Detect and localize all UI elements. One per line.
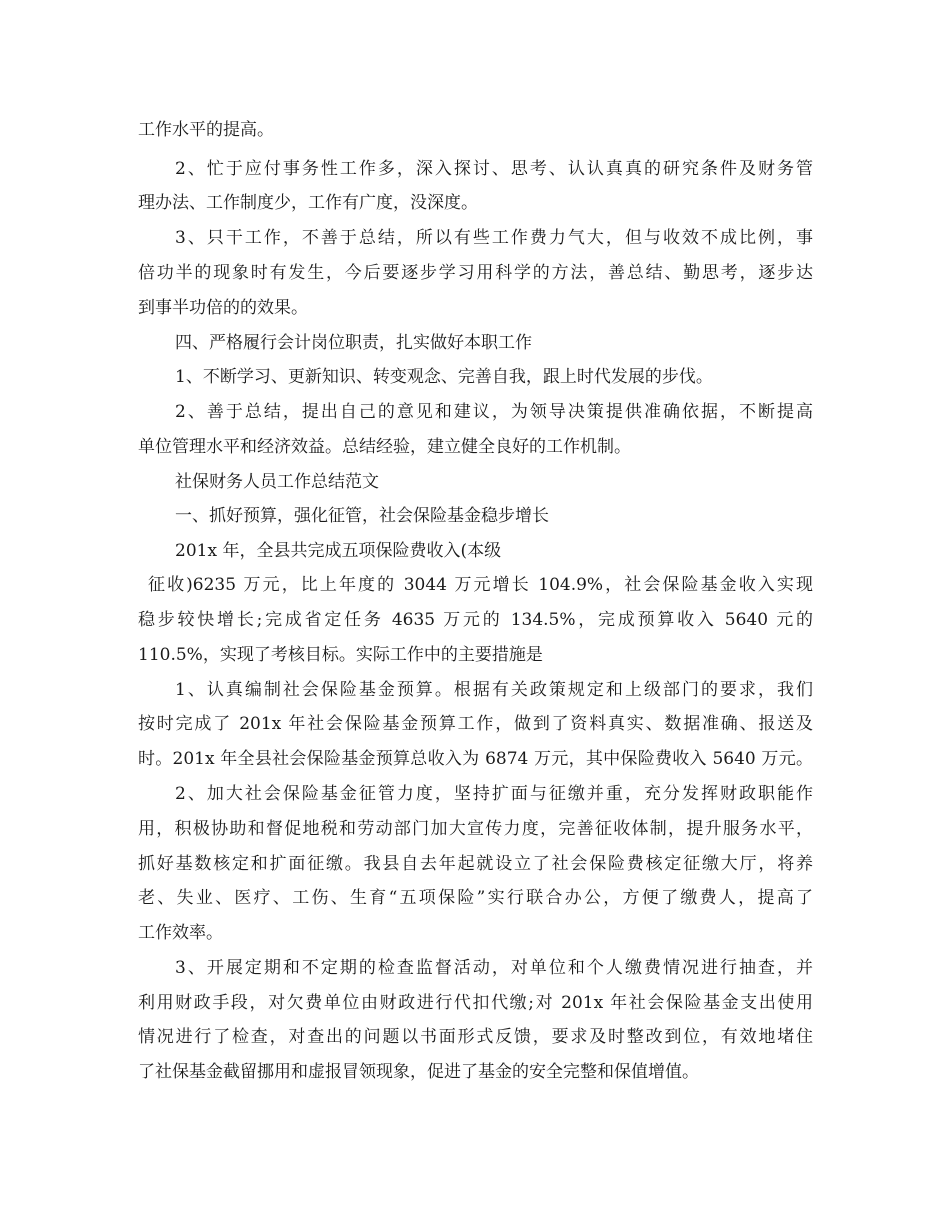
text-line: 利用财政手段，对欠费单位由财政进行代扣代缴;对 201x 年社会保险基金支出使用 (138, 993, 813, 1013)
text-line: 3、开展定期和不定期的检查监督活动，对单位和个人缴费情况进行抽查，并 (175, 958, 813, 978)
text-line: 稳步较快增长;完成省定任务 4635 万元的 134.5%，完成预算收入 5640 元的 (138, 610, 813, 630)
text-line: 201x 年，全县共完成五项保险费收入(本级 (175, 541, 502, 561)
text-line: 征收)6235 万元，比上年度的 3044 万元增长 104.9%，社会保险基金收入实现 (148, 575, 813, 595)
text-line: 110.5%，实现了考核目标。实际工作中的主要措施是 (138, 645, 543, 665)
text-line: 3、只干工作，不善于总结，所以有些工作费力气大，但与收效不成比例，事 (175, 228, 813, 248)
text-line: 理办法、工作制度少，工作有广度，没深度。 (138, 193, 478, 213)
text-line: 工作水平的提高。 (138, 120, 274, 140)
section-heading: 四、严格履行会计岗位职责，扎实做好本职工作 (175, 333, 532, 353)
text-line: 单位管理水平和经济效益。总结经验，建立健全良好的工作机制。 (138, 437, 631, 457)
text-line: 时。201x 年全县社会保险基金预算总收入为 6874 万元，其中保险费收入 5640 万元。 (138, 749, 813, 769)
text-line: 抓好基数核定和扩面征缴。我县自去年起就设立了社会保险费核定征缴大厅，将养 (138, 854, 813, 874)
text-line: 1、认真编制社会保险基金预算。根据有关政策规定和上级部门的要求，我们 (175, 680, 813, 700)
text-line: 情况进行了检查，对查出的问题以书面形式反馈，要求及时整改到位，有效地堵住 (138, 1027, 813, 1047)
text-line: 1、不断学习、更新知识、转变观念、完善自我，跟上时代发展的步伐。 (175, 367, 713, 387)
text-line: 用，积极协助和督促地税和劳动部门加大宣传力度，完善征收体制，提升服务水平， (138, 819, 813, 839)
text-line: 工作效率。 (138, 923, 223, 943)
text-line: 了社保基金截留挪用和虚报冒领现象，促进了基金的安全完整和保值增值。 (138, 1062, 699, 1082)
text-line: 2、善于总结，提出自己的意见和建议，为领导决策提供准确依据，不断提高 (175, 402, 813, 422)
text-line: 倍功半的现象时有发生，今后要逐步学习用科学的方法，善总结、勤思考，逐步达 (138, 263, 813, 283)
text-line: 2、忙于应付事务性工作多，深入探讨、思考、认认真真的研究条件及财务管 (175, 159, 813, 179)
section-heading: 一、抓好预算，强化征管，社会保险基金稳步增长 (175, 506, 549, 526)
text-line: 按时完成了 201x 年社会保险基金预算工作，做到了资料真实、数据准确、报送及 (138, 714, 813, 734)
text-line: 2、加大社会保险基金征管力度，坚持扩面与征缴并重，充分发挥财政职能作 (175, 784, 813, 804)
text-line: 到事半功倍的的效果。 (138, 298, 308, 318)
text-line: 老、失业、医疗、工伤、生育“五项保险”实行联合办公，方便了缴费人，提高了 (138, 888, 813, 908)
article-title: 社保财务人员工作总结范文 (175, 472, 379, 492)
